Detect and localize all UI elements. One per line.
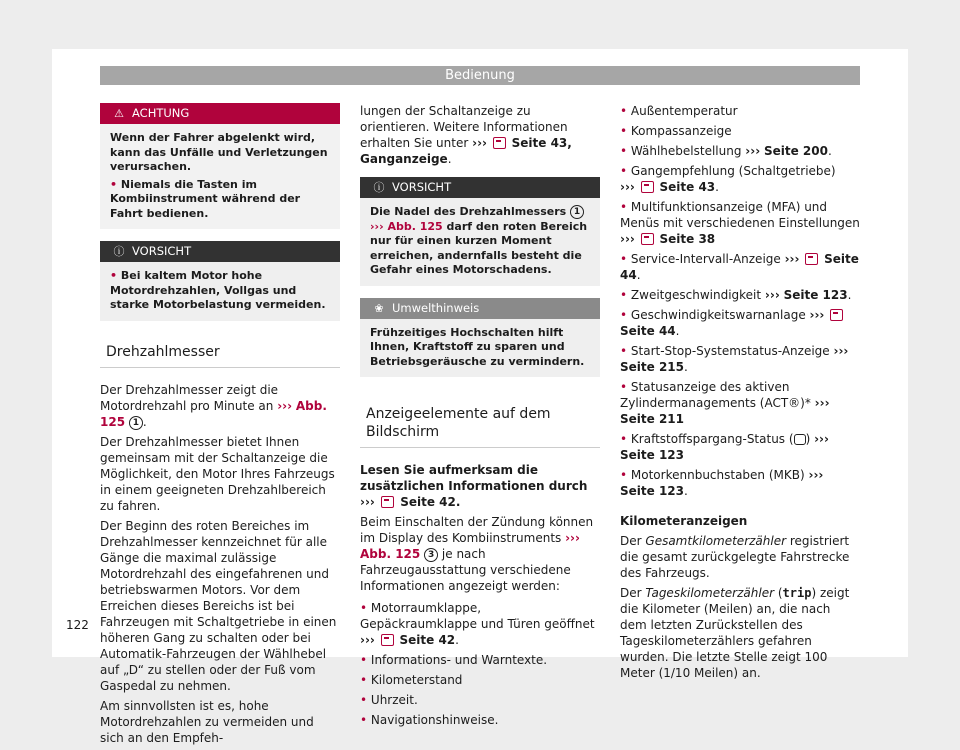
umwelt-box — [360, 298, 600, 378]
list-item: • Start-Stop-Systemstatus-Anzeige ››› Seite 215. — [620, 344, 849, 374]
page-ref-icon — [830, 309, 843, 321]
list-item: • Zweitgeschwindigkeit ››› Seite 123. — [620, 288, 852, 302]
list-item: • Motorraumklappe, Gepäckraumklappe und Türen geöffnet ››› Seite 42. — [360, 601, 595, 647]
page-ref-icon — [381, 634, 394, 646]
page-ref[interactable]: Seite 43, Ganganzeige — [360, 136, 572, 166]
page-ref[interactable]: Seite 215 — [620, 360, 684, 374]
page-number: 122 — [66, 618, 89, 632]
list-item: • Multifunktionsanzeige (MFA) und Menüs mit verschiedenen Einstellungen ››› Seite 38 — [620, 200, 860, 246]
column-2 — [360, 103, 600, 732]
page-ref-icon — [805, 253, 818, 265]
paragraph: Am sinnvollsten ist es, hohe Motordrehzahlen zu vermeiden und sich an den Empfeh- — [100, 698, 314, 745]
umwelt-title: Umwelthinweis — [392, 300, 480, 315]
paragraph: Der Tageskilometerzähler (trip) zeigt die Kilometer (Meilen) an, die nach dem letzten Zurückstellen des Tageskilometerzählers gefahren wurden. Die letzte Stelle zeigt 100 Meter (1/10 Meilen) an. — [620, 586, 850, 680]
page-ref-icon — [381, 496, 394, 508]
list-item: • Wählhebelstellung ››› Seite 200. — [620, 144, 832, 158]
page-ref[interactable]: Seite 42 — [399, 633, 456, 647]
eco-icon — [794, 434, 806, 445]
page-ref[interactable]: Seite 200 — [763, 144, 828, 158]
paragraph: Beim Einschalten der Zündung können im Display des Kombiinstruments ››› Abb. 125 3 je nach Fahrzeugausstattung verschiedene Informationen angezeigt werden: — [360, 515, 594, 593]
page-ref[interactable]: Seite 123 — [783, 288, 848, 302]
vorsicht-title: VORSICHT — [392, 180, 452, 194]
column-1 — [100, 103, 340, 750]
page-ref[interactable]: Seite 123 — [620, 448, 684, 462]
page-ref[interactable]: Seite 38 — [659, 232, 716, 246]
page-ref[interactable]: Seite 42 — [400, 495, 456, 509]
column-3 — [620, 103, 860, 685]
achtung-title: ACHTUNG — [132, 106, 190, 120]
leaf-icon: ❀ — [374, 301, 384, 315]
list-item: • Kraftstoffspargang-Status ( ) ››› Seite 123 — [620, 432, 829, 462]
section-title-drehzahlmesser: Drehzahlmesser — [100, 343, 340, 368]
list-item: • Kompassanzeige — [620, 124, 732, 138]
umwelt-text: Frühzeitiges Hochschalten hilft Ihnen, Kraftstoff zu sparen und Betriebsgeräusche zu vermindern. — [360, 319, 600, 378]
vorsicht-box-2: ⓘ VORSICHT Die Nadel des Drehzahlmessers 1 ››› Abb. 125 darf den roten Bereich nur für einen kurzen Moment erreichen, andernfalls besteht die Gefahr eines Motorschadens. — [360, 177, 600, 286]
list-item: • Geschwindigkeitswarnanlage ››› Seite 44. — [620, 307, 860, 339]
paragraph: lungen der Schaltanzeige zu orientieren. Weitere Informationen erhalten Sie unter ››› Seite 43, Ganganzeige. — [360, 104, 572, 166]
info-icon: ⓘ — [113, 245, 125, 258]
list-item: • Uhrzeit. — [360, 693, 418, 707]
list-item: • Außentemperatur — [620, 104, 738, 118]
callout-number: 1 — [570, 205, 584, 219]
list-item: • Gangempfehlung (Schaltgetriebe) ››› Seite 43. — [620, 164, 836, 194]
achtung-box: ⚠ ACHTUNG Wenn der Fahrer abgelenkt wird, kann das Unfälle und Verletzungen verursachen. • Niemals die Tasten im Kombiinstrument während der Fahrt bedienen. — [100, 103, 340, 229]
lead-paragraph: Lesen Sie aufmerksam die zusätzlichen Informationen durch ››› Seite 42. — [360, 463, 588, 509]
page-ref[interactable]: Seite 43 — [659, 180, 716, 194]
achtung-text: Wenn der Fahrer abgelenkt wird, kann das Unfälle und Verletzungen verursachen. — [110, 131, 328, 173]
list-item: • Navigationshinweise. — [360, 713, 499, 727]
section-title-anzeigeelemente: Anzeigeelemente auf dem Bildschirm — [360, 405, 600, 448]
page-ref[interactable]: Seite 44 — [620, 252, 859, 282]
figure-ref[interactable]: Abb. 125 — [387, 219, 443, 233]
page-ref-icon — [641, 181, 654, 193]
figure-ref[interactable]: Abb. 125 — [360, 547, 421, 561]
page-ref[interactable]: Seite 123 — [620, 484, 684, 498]
list-item: • Kilometerstand — [360, 673, 463, 687]
page-ref[interactable]: Seite 44 — [620, 324, 676, 338]
paragraph: Der Drehzahlmesser bietet Ihnen gemeinsam mit der Schaltanzeige die Möglichkeit, den Motor Ihres Fahrzeugs in einem geeigneten Drehzahlbereich zu fahren. — [100, 434, 335, 513]
trip-label: trip — [782, 586, 812, 600]
running-header: Bedienung — [100, 66, 860, 85]
vorsicht-box: ⓘ VORSICHT • Bei kaltem Motor hohe Motordrehzahlen, Vollgas und starke Motorbelastung vermeiden. — [100, 241, 340, 321]
vorsicht-bullet: Bei kaltem Motor hohe Motordrehzahlen, Vollgas und starke Motorbelastung vermeiden. — [110, 269, 326, 311]
paragraph: Der Beginn des roten Bereiches im Drehzahlmesser kennzeichnet für alle Gänge die maximal zulässige Motordrehzahl des eingefahrenen und betriebswarmen Motors. Vor dem Erreichen dieses Bereichs ist bei Fahrzeugen mit Schaltgetriebe in einen höheren Gang zu schalten oder bei Automatik-Fahrzeugen der Wählhebel auf „D“ zu stellen oder der Fuß vom Gaspedal zu nehmen. — [100, 518, 337, 693]
paragraph: Der Drehzahlmesser zeigt die Motordrehzahl pro Minute an ››› Abb. 125 1 . — [100, 382, 327, 429]
list-item: • Motorkennbuchstaben (MKB) ››› Seite 123. — [620, 468, 824, 498]
page-ref-icon — [493, 137, 506, 149]
figure-ref[interactable]: Abb. 125 — [100, 398, 327, 429]
page-ref-icon — [641, 233, 654, 245]
paragraph: Der Gesamtkilometerzähler registriert die gesamt zurückgelegte Fahrstrecke des Fahrzeugs. — [620, 534, 850, 580]
achtung-bullet: Niemals die Tasten im Kombiinstrument während der Fahrt bedienen. — [110, 177, 301, 220]
warning-icon: ⚠ — [114, 107, 124, 120]
list-item: • Service-Intervall-Anzeige ››› Seite 44. — [620, 252, 859, 282]
vorsicht-title: VORSICHT — [132, 244, 192, 258]
callout-number: 3 — [424, 548, 438, 562]
list-item: • Informations- und Warntexte. — [360, 653, 548, 667]
list-item: • Statusanzeige des aktiven Zylindermanagements (ACT®)* ››› Seite 211 — [620, 380, 830, 426]
callout-number: 1 — [129, 416, 143, 430]
page-ref[interactable]: Seite 211 — [620, 412, 684, 426]
info-icon: ⓘ — [373, 181, 385, 194]
subheading-kilometeranzeigen: Kilometeranzeigen — [620, 514, 748, 528]
